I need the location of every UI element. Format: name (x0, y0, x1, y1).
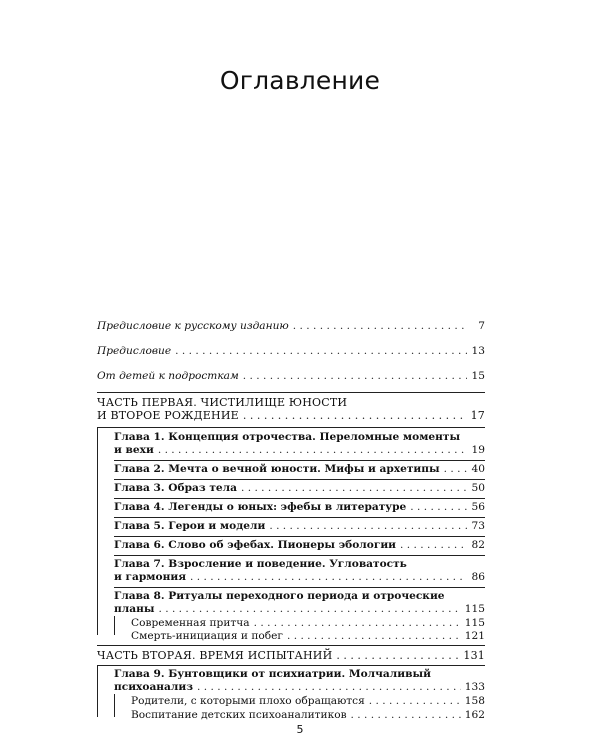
chapter-divider (114, 555, 485, 556)
toc-chapter-4[interactable] (114, 501, 485, 514)
chapter-title: Глава 8. Ритуалы переходного периода и отроческие (114, 590, 445, 602)
toc-page-number: 158 (464, 695, 485, 707)
page-title: Оглавление (219, 66, 381, 95)
chapter9-bracket (114, 694, 115, 717)
toc-chapter-8[interactable] (114, 590, 485, 616)
toc-entry-preface-russian[interactable] (97, 320, 485, 333)
toc-chapter-3[interactable] (114, 482, 485, 495)
toc-entry-label: От детей к подросткам (97, 370, 239, 382)
toc-chapter-9[interactable] (114, 668, 485, 694)
toc-page-number: 131 (463, 649, 485, 662)
chapter-divider (114, 517, 485, 518)
chapter-title: Глава 5. Герои и модели (114, 520, 266, 532)
toc-page-number: 17 (470, 409, 485, 422)
part2-chapters-divider (97, 665, 485, 666)
part1-bracket (97, 427, 98, 635)
chapter-title-cont: и гармония (114, 571, 187, 583)
toc-page-number: 73 (471, 520, 485, 532)
toc-page-number: 162 (464, 709, 485, 721)
toc-page-number: 15 (471, 370, 485, 382)
chapter-title-cont: и вехи (114, 444, 154, 456)
chapter-title: Глава 4. Легенды о юных: эфебы в литературе (114, 501, 407, 513)
chapter-title: Глава 9. Бунтовщики от психиатрии. Молчаливый (114, 668, 431, 680)
toc-page-number: 56 (471, 501, 485, 513)
subsection-title: Родители, с которыми плохо обращаются (131, 695, 365, 707)
chapter-title: Глава 1. Концепция отрочества. Переломные моменты (114, 431, 461, 443)
toc-entry-children-to-teens[interactable] (97, 370, 485, 383)
chapter-title: Глава 6. Слово об эфебах. Пионеры эбологии (114, 539, 397, 551)
page-number: 5 (296, 723, 304, 736)
toc-chapter-2[interactable] (114, 463, 485, 476)
chapter-divider (114, 536, 485, 537)
part1-prefix: ЧАСТЬ ПЕРВАЯ (97, 396, 194, 409)
chapter-divider (114, 479, 485, 480)
subsection-title: Смерть-инициация и побег (131, 630, 283, 642)
toc-chapter-7[interactable] (114, 558, 485, 584)
chapter-divider (114, 498, 485, 499)
toc-subsection-analysts[interactable] (131, 709, 485, 722)
subsection-title: Воспитание детских психоаналитиков (131, 709, 347, 721)
toc-chapter-6[interactable] (114, 539, 485, 552)
toc-entry-label: Предисловие (97, 345, 172, 357)
part2-bracket (97, 665, 98, 717)
toc-chapter-1[interactable] (114, 431, 485, 457)
toc-subsection-parable[interactable] (131, 617, 485, 630)
chapter-divider (114, 460, 485, 461)
toc-page-number: 40 (471, 463, 485, 475)
chapter-title: Глава 2. Мечта о вечной юности. Мифы и архетипы (114, 463, 440, 475)
part1-divider (97, 392, 485, 393)
toc-page-number: 133 (464, 681, 485, 693)
toc-part-1[interactable] (97, 396, 485, 422)
toc-part-2[interactable] (97, 649, 485, 662)
chapter-divider (114, 587, 485, 588)
toc-entry-label: Предисловие к русскому изданию (97, 320, 289, 332)
part1-title-line2: И ВТОРОЕ РОЖДЕНИЕ (97, 409, 239, 422)
toc-page-number: 13 (471, 345, 485, 357)
toc-page-number: 121 (464, 630, 485, 642)
part2-prefix: ЧАСТЬ ВТОРАЯ (97, 649, 192, 662)
toc-page-number: 19 (471, 444, 485, 456)
toc-page-number: 86 (471, 571, 485, 583)
toc-page-number: 82 (471, 539, 485, 551)
chapter-title-cont: планы (114, 603, 155, 615)
part1-chapters-divider (97, 427, 485, 428)
toc-chapter-5[interactable] (114, 520, 485, 533)
toc-subsection-parents[interactable] (131, 695, 485, 708)
toc-page-number: 7 (478, 320, 485, 332)
chapter-title-cont: психоанализ (114, 681, 194, 693)
toc-page-number: 115 (464, 603, 485, 615)
part2-divider (97, 645, 485, 646)
part1-title-rest: . ЧИСТИЛИЩЕ ЮНОСТИ (193, 396, 348, 409)
chapter8-bracket (114, 616, 115, 635)
part2-title-rest: . ВРЕМЯ ИСПЫТАНИЙ (191, 649, 333, 662)
toc-subsection-initiation[interactable] (131, 630, 485, 643)
chapter-title: Глава 3. Образ тела (114, 482, 237, 494)
subsection-title: Современная притча (131, 617, 250, 629)
toc-page-number: 115 (464, 617, 485, 629)
toc-page-number: 50 (471, 482, 485, 494)
toc-entry-preface[interactable] (97, 345, 485, 358)
chapter-title: Глава 7. Взросление и поведение. Угловатость (114, 558, 407, 570)
